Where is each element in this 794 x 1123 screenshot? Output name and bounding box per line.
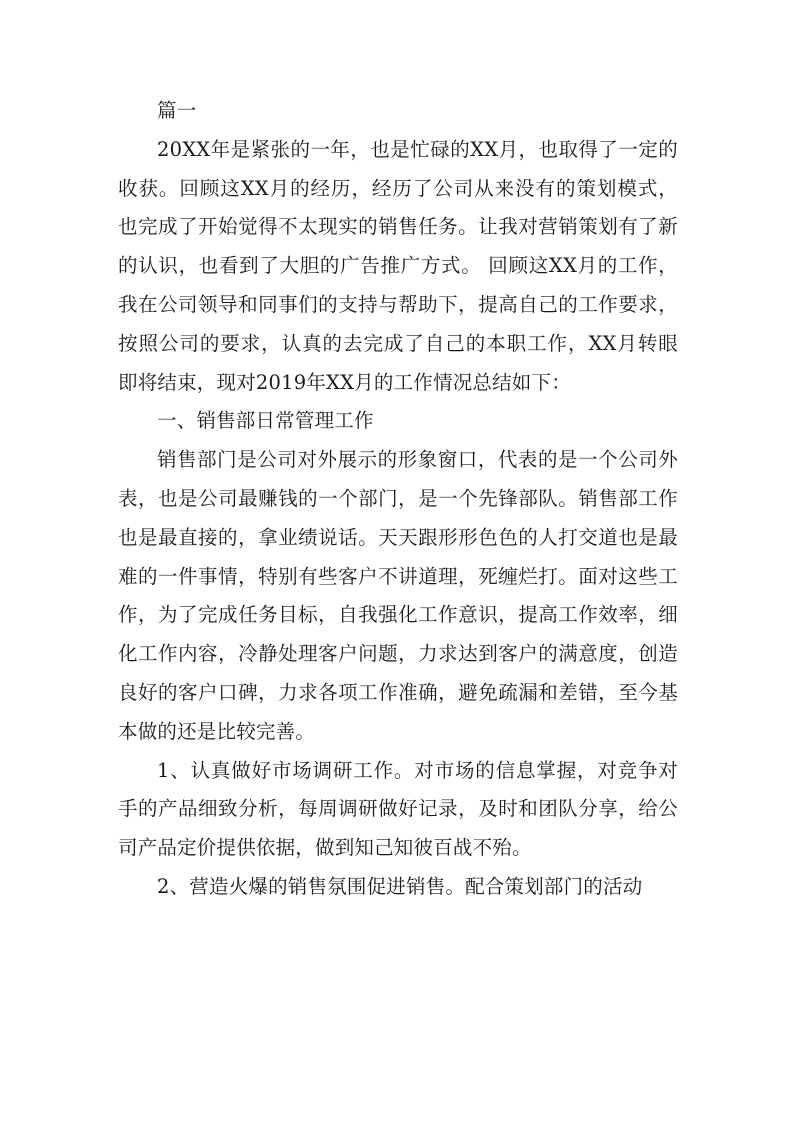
- paragraph-sales-atmosphere: 2、营造火爆的销售氛围促进销售。配合策划部门的活动: [157, 874, 643, 898]
- paragraph-intro: 20XX年是紧张的一年，也是忙碌的XX月，也取得了一定的收获。回顾这XX月的经历，经历了公司从来没有的策划模式，也完成了开始觉得不太现实的销售任务。让我对营销策划有了新的认识，也看到了大胆的广告推广方式。 回顾这XX月的工作，我在公司领导和同事们的支持与帮助下，提高自己的工作要求，按照公司的要求，认真的去完成了自己的本职工作，XX月转眼即将结束，现对2019年XX月的工作情况总结如下：: [118, 137, 678, 394]
- section-title: 篇一: [157, 99, 197, 122]
- subheading-sales-daily-management: 一、销售部日常管理工作: [157, 409, 374, 433]
- document-body: [118, 92, 678, 907]
- paragraph-sales-department: 销售部门是公司对外展示的形象窗口，代表的是一个公司外表，也是公司最赚钱的一个部门，是一个先锋部队。销售部工作也是最直接的，拿业绩说话。天天跟形形色色的人打交道也是最难的一件事情，特别有些客户不讲道理，死缠烂打。面对这些工作，为了完成任务目标，自我强化工作意识，提高工作效率，细化工作内容，冷静处理客户问题，力求达到客户的满意度，创造良好的客户口碑，力求各项工作准确，避免疏漏和差错，至今基本做的还是比较完善。: [118, 448, 678, 743]
- paragraph-market-research: 1、认真做好市场调研工作。对市场的信息掌握，对竞争对手的产品细致分析，每周调研做好记录，及时和团队分享，给公司产品定价提供依据，做到知己知彼百战不殆。: [118, 758, 678, 860]
